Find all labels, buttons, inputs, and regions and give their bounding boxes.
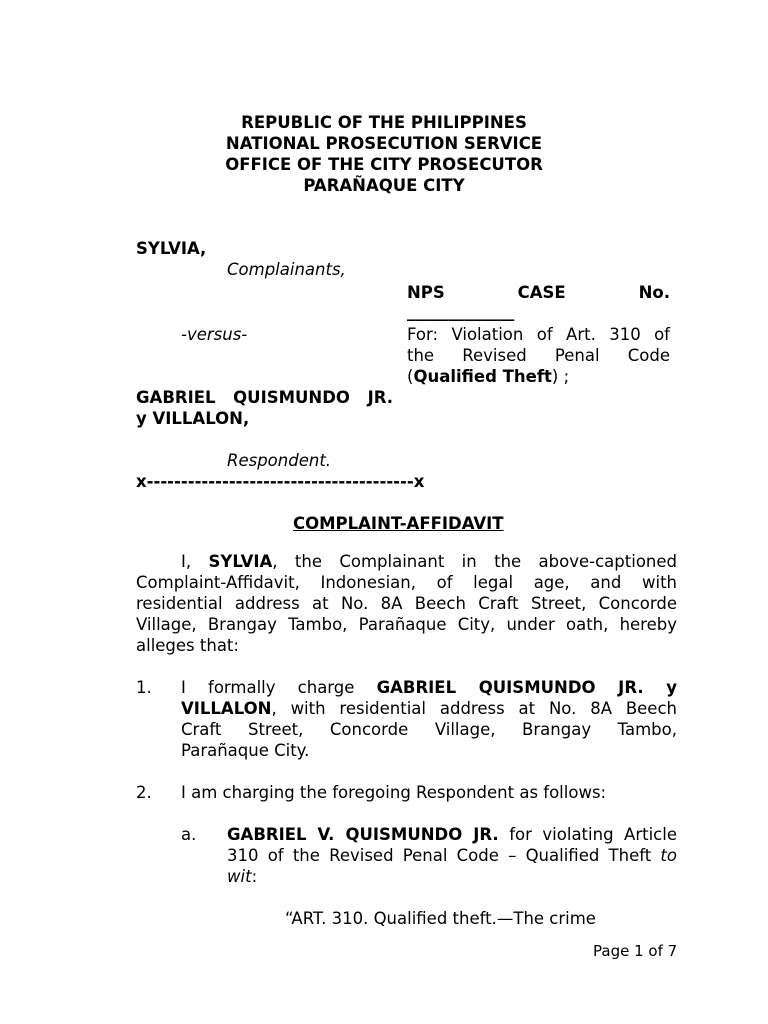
subitem-l2-ital: to	[660, 846, 677, 865]
case-word: CASE	[517, 283, 566, 302]
subitem-line3	[227, 866, 677, 887]
offense-line3	[407, 366, 670, 387]
complainant-name: SYLVIA,	[136, 239, 207, 258]
no-word: No.	[638, 283, 670, 302]
item-1-l1-bold: GABRIEL QUISMUNDO JR. y	[376, 678, 677, 697]
item-1-l2-bold: VILLALON	[181, 699, 272, 718]
versus-label: -versus-	[181, 325, 248, 344]
caption-separator: x---------------------------------------x	[136, 472, 425, 491]
intro-l1-bold: SYLVIA	[208, 552, 273, 571]
respondent-role: Respondent.	[227, 451, 332, 470]
item-2-text: I am charging the foregoing Respondent as follows:	[181, 783, 607, 802]
intro-line1	[136, 551, 677, 572]
item-2-number: 2.	[136, 783, 152, 802]
paren-close: ) ;	[551, 367, 570, 386]
offense-description	[407, 324, 670, 387]
item-1-line4: Parañaque City.	[181, 741, 310, 760]
header-office: OFFICE OF THE CITY PROSECUTOR	[225, 155, 543, 174]
nps-word: NPS	[407, 283, 445, 302]
respondent-name-line1: GABRIEL QUISMUNDO JR.	[136, 388, 393, 407]
qualified-theft-label: Qualified Theft	[413, 367, 552, 386]
nps-case-label	[407, 282, 670, 303]
subitem-l3-post: :	[251, 867, 258, 886]
intro-line4: Village, Brangay Tambo, Parañaque City, under oath, hereby	[136, 615, 677, 634]
subitem-l1-post: for violating Article	[498, 825, 677, 844]
offense-line1: For: Violation of Art. 310 of	[407, 325, 670, 344]
document-title-text: COMPLAINT-AFFIDAVIT	[293, 514, 504, 533]
intro-paragraph	[136, 551, 677, 656]
item-1-l2-post: , with residential address at No. 8A Beech	[271, 699, 677, 718]
subitem-line1	[227, 824, 677, 845]
item-1-line2	[181, 698, 677, 719]
subitem-l3-ital: wit	[227, 867, 252, 886]
complainant-role: Complainants,	[227, 260, 346, 279]
header-nps: NATIONAL PROSECUTION SERVICE	[225, 134, 543, 153]
subitem-l2-pre: 310 of the Revised Penal Code – Qualified Theft	[227, 846, 661, 865]
case-number-blank: _____________	[407, 302, 515, 321]
item-1-number: 1.	[136, 678, 152, 697]
respondent-name-line2: y VILLALON,	[136, 409, 250, 428]
subitem-a-text	[227, 824, 677, 887]
intro-l1-pre: I,	[181, 552, 209, 571]
item-1-line3: Craft Street, Concorde Village, Brangay Tambo,	[181, 720, 677, 739]
paren-open: (	[407, 367, 414, 386]
page-number: Page 1 of 7	[593, 942, 678, 960]
document-title	[293, 513, 504, 534]
subitem-line2	[227, 845, 677, 866]
intro-line3: residential address at No. 8A Beech Craft Street, Concorde	[136, 594, 677, 613]
intro-line2: Complaint-Affidavit, Indonesian, of legal age, and with	[136, 573, 677, 592]
offense-line2: the Revised Penal Code	[407, 346, 670, 365]
intro-l1-post: , the Complainant in the above-captioned	[272, 552, 677, 571]
item-1-l1-pre: I formally charge	[181, 678, 377, 697]
subitem-l1-bold: GABRIEL V. QUISMUNDO JR.	[227, 825, 499, 844]
quoted-article: “ART. 310. Qualified theft.—The crime	[285, 909, 596, 928]
item-1-line1	[181, 677, 677, 698]
item-1-text	[181, 677, 677, 761]
subitem-a-letter: a.	[181, 825, 197, 844]
header-republic: REPUBLIC OF THE PHILIPPINES	[241, 113, 527, 132]
intro-line5: alleges that:	[136, 636, 239, 655]
header-city: PARAÑAQUE CITY	[303, 176, 465, 195]
